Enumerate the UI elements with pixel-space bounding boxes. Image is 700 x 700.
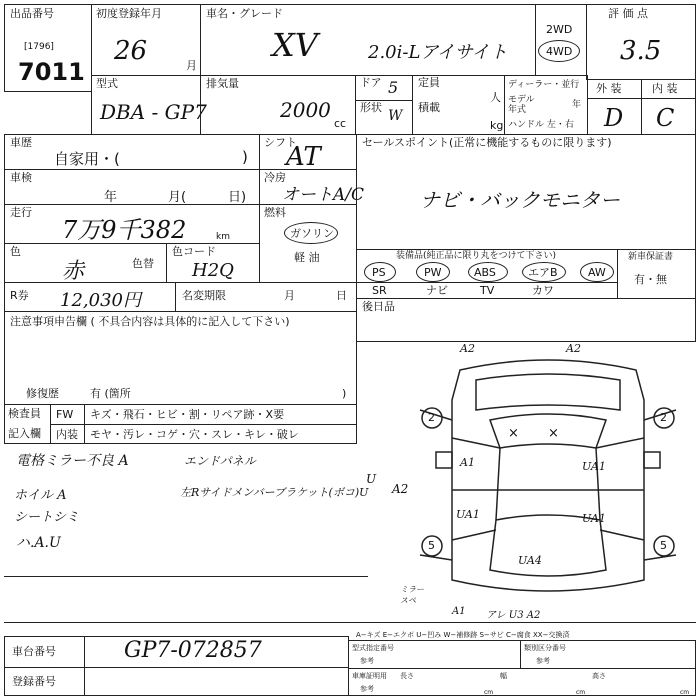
mirror-right (644, 452, 660, 468)
disp-value: 2000 (280, 98, 331, 122)
inspection-box (4, 169, 260, 205)
chassis-label: 車台番号 (12, 645, 56, 658)
notes-rule (4, 576, 368, 577)
first-reg-label: 初度登録年月 (96, 7, 162, 20)
doors-label: ドア (360, 76, 382, 89)
repair-value: 有 (箇所 (90, 387, 131, 400)
repair-label: 修復歴 (26, 387, 59, 400)
class-ref-sub: 参考 (536, 657, 550, 665)
name-change-label: 名変期限 (182, 289, 226, 302)
equip-tv: TV (480, 284, 495, 297)
shape-label: 形状 (360, 101, 382, 114)
history-close: ) (242, 148, 248, 166)
fw-label: FW (56, 408, 74, 421)
mark-fl-circle: 2 (428, 411, 435, 424)
pw-circle (416, 262, 450, 282)
inspection-month: 月( (168, 190, 187, 205)
aw-circle (580, 262, 614, 282)
lot-sub: [1796] (24, 42, 54, 52)
airbag-circle (522, 262, 566, 282)
recycle-label: R券 (10, 289, 29, 302)
ext-int-mid (587, 98, 696, 99)
model-year-label: モデル年式 (508, 95, 535, 115)
mark-left-door-front: A1 (460, 456, 475, 469)
dealer-label: ディーラー・並行 (508, 80, 580, 90)
later-label: 後日品 (362, 300, 395, 313)
warehouse-sub: 参考 (360, 685, 374, 693)
ps-circle (364, 262, 396, 282)
fuel-gasoline: ガソリン (290, 227, 334, 240)
abs-circle (468, 262, 508, 282)
dim-length: 長さ (400, 672, 414, 680)
ext-int-divider (641, 79, 642, 135)
first-reg-value: 26 (114, 36, 148, 66)
note-endpanel: エンドパネル (184, 454, 256, 468)
fw-text: キズ・飛石・ヒビ・割・リペア跡・X要 (90, 408, 285, 421)
equip-sr: SR (372, 284, 387, 297)
note-a2: A2 (392, 482, 409, 496)
door-divider (412, 75, 413, 135)
equip-leather: カワ (532, 284, 554, 297)
warranty-value: 有・無 (634, 273, 667, 286)
mileage-value: 7万9千382 (62, 216, 187, 244)
int-value: C (656, 104, 675, 132)
cm2: cm (576, 689, 586, 696)
handle-label: ハンドル 左・右 (508, 120, 574, 130)
mark-right-door-rear: UA1 (582, 512, 606, 525)
disp-label: 排気量 (206, 77, 239, 90)
mark-right-door-front: UA1 (582, 460, 606, 473)
equip-navi: ナビ (426, 284, 448, 297)
mark-top-left: A2 (460, 342, 475, 355)
dim-width: 幅 (500, 672, 507, 680)
mark-rr-circle: 5 (660, 539, 667, 552)
notes-label: 注意事項申告欄 ( 不具合内容は具体的に記入して下さい) (10, 315, 290, 328)
lot-number: 7011 (18, 58, 85, 86)
note-u: U (366, 472, 377, 486)
history-value: 自家用・( (54, 150, 120, 168)
class-ref-label: 類別区分番号 (524, 644, 566, 652)
mirror-left (436, 452, 452, 468)
reg-div (84, 667, 85, 696)
ref-div (520, 640, 521, 668)
lot-label: 出品番号 (10, 7, 54, 20)
month-unit: 月 (186, 59, 197, 72)
fuel-diesel: 軽 油 (294, 251, 320, 264)
mark-x2: × (548, 426, 559, 441)
car-body-outline (452, 360, 644, 591)
fuel-label: 燃料 (264, 206, 286, 219)
later-box (356, 298, 696, 342)
insp-mid (50, 424, 357, 425)
equip-mid (356, 282, 618, 283)
notes-rule2 (4, 622, 696, 623)
mark-left-door-rear: UA1 (456, 508, 480, 521)
mark-fr-circle: 2 (660, 411, 667, 424)
inspector-label1: 検査員 (8, 407, 41, 420)
warranty-label: 新車保証書 (628, 252, 674, 262)
mark-bottom1: A1 (452, 606, 466, 617)
note-wheel: ホイル A (14, 488, 67, 503)
load-label: 積載 (418, 101, 440, 114)
sales-label: セールスポイント(正常に機能するものに限ります) (362, 136, 612, 149)
shift-value: AT (286, 142, 321, 172)
aircon-label: 冷房 (264, 171, 286, 184)
inspector-label2: 記入欄 (8, 427, 41, 440)
car-diagram (400, 340, 696, 622)
score-label: 評 価 点 (608, 7, 648, 20)
equip-pw: PW (424, 266, 442, 279)
disp-unit: cc (334, 117, 347, 130)
chassis-value: GP7-072857 (124, 638, 262, 663)
equip-ps: PS (372, 266, 386, 279)
ref-mid (348, 668, 696, 669)
dim-height: 高さ (592, 672, 606, 680)
inspection-year: 年 (104, 190, 118, 205)
mileage-unit: km (216, 232, 230, 242)
note-hau: ハ.A.U (16, 535, 61, 551)
ext-label: 外 装 (596, 82, 622, 95)
int-insp-text: モヤ・汚レ・コゲ・穴・スレ・キレ・破レ (90, 428, 299, 441)
aircon-value: オートA/C (282, 185, 365, 205)
capacity-label: 定員 (418, 76, 440, 89)
doors-value: 5 (388, 78, 399, 97)
mark-small-note: ミラー スペ (400, 585, 424, 605)
equip-airbag: エアB (528, 266, 558, 279)
drive-4wd: 4WD (546, 45, 573, 58)
color-label: 色 (10, 245, 21, 258)
int-insp-label: 内装 (56, 428, 78, 441)
equipment-label: 装備品(純正品に限り丸をつけて下さい) (396, 251, 557, 261)
mileage-label: 走行 (10, 206, 32, 219)
drive-2wd: 2WD (546, 23, 573, 36)
cm3: cm (680, 689, 690, 696)
shift-label: シフト (264, 136, 297, 149)
color-div (166, 243, 167, 283)
history-box (4, 134, 260, 170)
sales-value: ナビ・バックモニター (420, 188, 620, 212)
note-seat: シートシミ (14, 510, 80, 525)
chassis-div (84, 636, 85, 668)
model-label: 型式 (96, 77, 118, 90)
shape-value: W (388, 108, 403, 124)
cm1: cm (484, 689, 494, 696)
capacity-unit: 人 (490, 91, 501, 104)
mark-x1: × (508, 426, 519, 441)
load-unit: kg (490, 119, 504, 132)
mark-roof-rear: UA4 (518, 554, 542, 567)
color-value: 赤 (62, 259, 85, 284)
note-mirror: 電格ミラー不良 A (16, 453, 129, 469)
recycle-value: 12,030円 (60, 290, 141, 311)
int-label: 内 装 (652, 82, 678, 95)
color-code-value: H2Q (192, 260, 234, 281)
inspection-day: 日) (228, 190, 247, 205)
note-member: 左Rサイドメンバーブラケット(ボコ)U (180, 486, 369, 499)
ext-value: D (604, 104, 624, 132)
door-mid (355, 100, 412, 101)
name-label: 車名・グレード (206, 7, 283, 20)
name-change-month: 月 (284, 289, 295, 302)
year-unit: 年 (572, 100, 582, 110)
car-name: XV (272, 26, 318, 64)
color-code-label: 色コード (172, 245, 216, 258)
repaint-label: 色替 (132, 257, 154, 270)
model-ref-sub: 参考 (360, 657, 374, 665)
legend: A−キズ E−エクボ U−凹み W−補修跡 S−サビ C−腐食 XX−交換済 (356, 631, 570, 639)
warehouse-label: 車庫証明用 (352, 672, 387, 680)
inspection-label: 車検 (10, 171, 32, 184)
reg-label: 登録番号 (12, 675, 56, 688)
mark-top-right: A2 (566, 342, 581, 355)
model-ref-label: 型式指定番号 (352, 644, 394, 652)
car-hood (476, 374, 620, 410)
mark-bottom2: アレ U3 A2 (486, 610, 541, 621)
equip-abs: ABS (474, 266, 496, 279)
model-value: DBA - GP7 (100, 100, 207, 124)
grade: 2.0i-Lアイサイト (368, 42, 508, 63)
score-value: 3.5 (620, 36, 662, 66)
repair-close: ) (342, 387, 347, 400)
history-label: 車歴 (10, 136, 32, 149)
mark-rl-circle: 5 (428, 539, 435, 552)
equip-aw: AW (588, 266, 606, 279)
name-change-day: 日 (336, 289, 347, 302)
